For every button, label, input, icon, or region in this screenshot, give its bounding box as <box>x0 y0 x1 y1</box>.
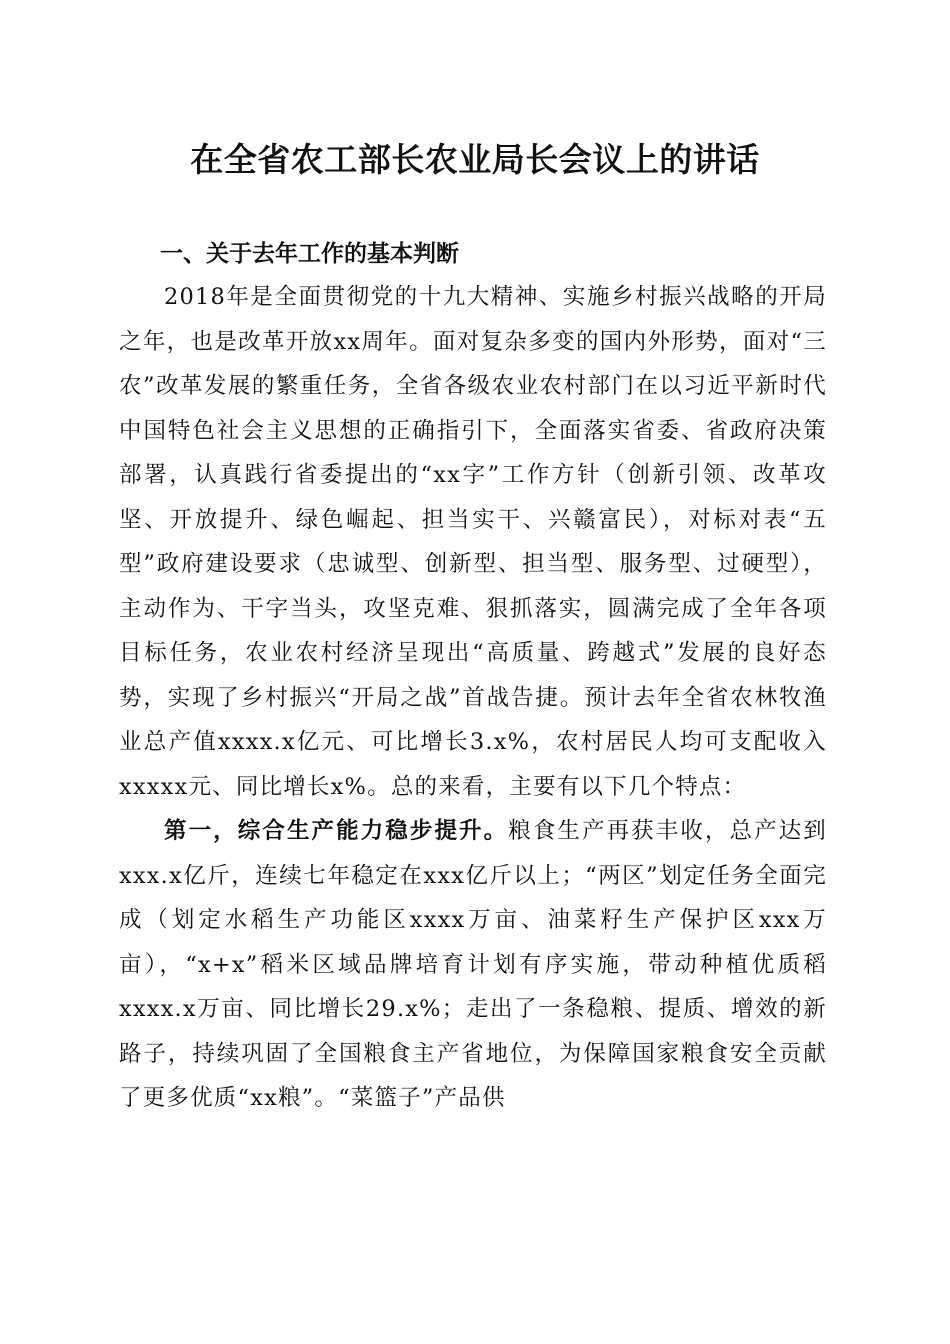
document-title: 在全省农工部长农业局长会议上的讲话 <box>190 140 760 179</box>
paragraph-body-text: 粮食生产再获丰收，总产达到xxx.x亿斤，连续七年稳定在xxx亿斤以上；“两区”划定任务全面完成（划定水稻生产功能区xxxx万亩、油菜籽生产保护区xxx万亩），“x+x”稻米区域品牌培育计划有序实施，带动种植优质稻xxxx.x万亩、同比增长29.x%；走出了一条稳粮、提质、增效的新路子，持续巩固了全国粮食主产省地位，为保障国家粮食安全贡献了更多优质“xx粮”。“菜篮子”产品供 <box>119 818 827 1111</box>
paragraph-first-point <box>119 809 827 1121</box>
paragraph-overview: 2018年是全面贯彻党的十九大精神、实施乡村振兴战略的开局之年，也是改革开放xx周年。面对复杂多变的国内外形势，面对“三农”改革发展的繁重任务，全省各级农业农村部门在以习近平新时代中国特色社会主义思想的正确指引下，全面落实省委、省政府决策部署，认真践行省委提出的“xx字”工作方针（创新引领、改革攻坚、开放提升、绿色崛起、担当实干、兴赣富民），对标对表“五型”政府建设要求（忠诚型、创新型、担当型、服务型、过硬型），主动作为、干字当头，攻坚克难、狠抓落实，圆满完成了全年各项目标任务，农业农村经济呈现出“高质量、跨越式”发展的良好态势，实现了乡村振兴“开局之战”首战告捷。预计去年全省农林牧渔业总产值xxxx.x亿元、可比增长3.x%，农村居民人均可支配收入xxxxx元、同比增长x%。总的来看，主要有以下几个特点： <box>119 284 827 800</box>
section-heading: 一、关于去年工作的基本判断 <box>160 241 459 267</box>
document-body <box>119 275 827 1121</box>
paragraph-lead-phrase: 第一，综合生产能力稳步提升。 <box>164 818 509 844</box>
